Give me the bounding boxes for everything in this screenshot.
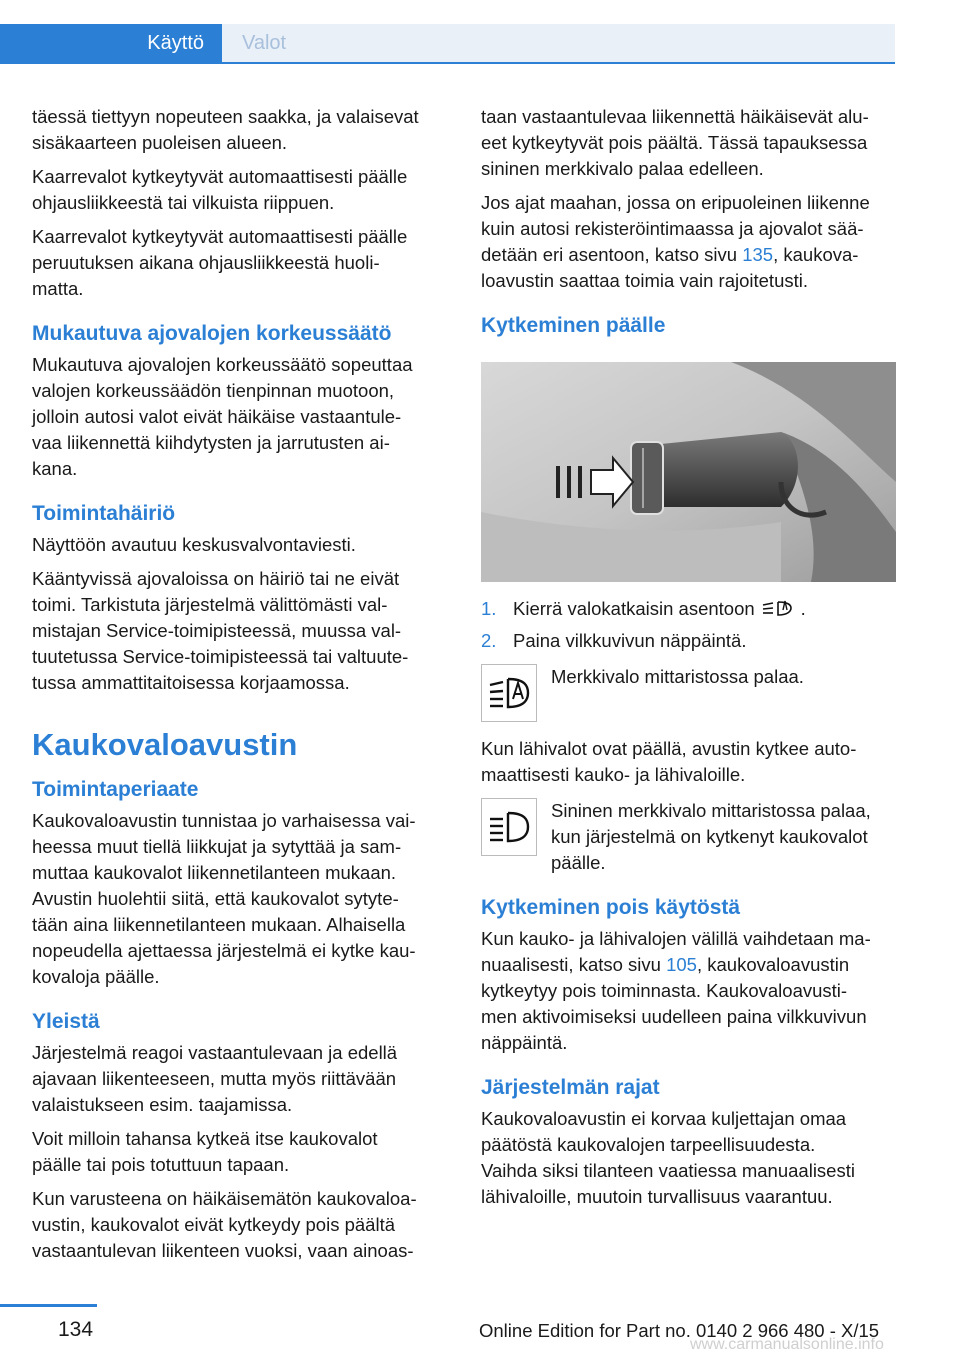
paragraph: Järjestelmä reagoi vastaantulevaan ja edellä ajavaan liikenteeseen, mutta myös riittävään valaistukseen esim. taajamissa. [32,1042,398,1115]
light-switch-photo [481,362,896,582]
paragraph: Kaukovaloavustin ei korvaa kuljettajan omaa päätöstä kaukovalojen tarpeellisuudesta. Vaihda siksi tilanteen vaatiessa manuaalisesti lähivaloille, muutoin turvallisuus vaarantuu. [481,1108,855,1207]
paragraph: Kaarrevalot kytkeytyvät automaattisesti päälle ohjausliikkeestä tai vilkuista riippuen. [32,166,408,213]
page-number: 134 [58,1318,94,1341]
high-beam-assist-symbol-icon [761,598,795,618]
paragraph: Kääntyvissä ajovaloissa on häiriö tai ne eivät toimi. Tarkistuta järjestelmä välittömästi val- mistajan Service-toimipisteessä, muussa val- tuutetussa Service-toimipisteessä tai valtuute- tussa ammattitaitoisessa korjaamossa. [32,568,409,693]
right-column [481,104,896,1218]
text-run: , kaukovaloavustin kytkeytyy pois toiminnasta. Kaukovaloavusti- men aktivoimiseksi uudelleen paina vilkkuvivun näppäintä. [481,954,867,1053]
left-column [32,104,450,1272]
heading-adaptive-leveling: Mukautuva ajovalojen korkeussäätö [32,322,392,345]
indicator-note [481,664,896,722]
edition-text: Online Edition for Part no. 0140 2 966 480 - X/15 [479,1320,880,1341]
heading-general: Yleistä [32,1010,100,1033]
heading-switch-off: Kytkeminen pois käytöstä [481,896,741,919]
indicator-note [481,798,896,876]
paragraph: Kun varusteena on häikäisemätön kaukovaloa- vustin, kaukovalot eivät kytkeydy pois päältä vastaantulevan liikenteen vuoksi, vaan ainoas- [32,1188,417,1261]
section-title: Käyttö [147,31,204,54]
indicator-text: Sininen merkkivalo mittaristossa palaa, kun järjestelmä on kytkenyt kaukovalot päälle. [551,800,871,873]
step-number: 2. [481,630,497,651]
heading-high-beam-assistant: Kaukovaloavustin [32,727,298,762]
indicator-text: Merkkivalo mittaristossa palaa. [551,666,804,687]
header-divider [0,62,895,64]
paragraph: Voit milloin tahansa kytkeä itse kaukovalot päälle tai pois totuttuun tapaan. [32,1128,378,1175]
text-run: . [800,598,806,619]
paragraph: Kaarrevalot kytkeytyvät automaattisesti päälle peruutuksen aikana ohjausliikkeestä huoli- matta. [32,226,408,299]
paragraph [481,926,896,1056]
step-text: Paina vilkkuvivun näppäintä. [513,630,747,651]
high-beam-indicator-icon [481,798,537,856]
paragraph: Kun lähivalot ovat päällä, avustin kytkee auto- maattisesti kauko- ja lähivaloille. [481,738,857,785]
list-item [481,628,896,654]
watermark: www.carmanualsonline.info [690,1336,884,1353]
paragraph: Kaukovaloavustin tunnistaa jo varhaisessa vai- heessa muut tiellä liikkujat ja sytyttää ja sam- muttaa kaukovalot liikennetilanteen mukaan. Avustin huolehtii siitä, että kaukovalot sytyte- tään aina liikennetilanteen mukaan. Alhaisella nopeudella ajettaessa järjestelmä ei kytke kau- kovaloja päälle. [32,810,416,987]
heading-system-limits: Järjestelmän rajat [481,1076,660,1099]
step-text [513,596,806,622]
page-link-135[interactable]: 135 [742,244,774,265]
paragraph: Mukautuva ajovalojen korkeussäätö sopeuttaa valojen korkeussäädön tienpinnan muotoon, jolloin autosi valot eivät häikäise vastaantule- vaa liikennettä kiihdytysten ja jarrutusten ai- kana. [32,354,413,479]
page-link-105[interactable]: 105 [666,954,697,975]
subsection-title: Valot [242,31,287,54]
paragraph [481,190,896,294]
heading-principle: Toimintaperiaate [32,778,199,801]
step-number: 1. [481,598,497,619]
paragraph: täessä tiettyyn nopeuteen saakka, ja valaisevat sisäkaarteen puoleisen alueen. [32,106,419,153]
heading-switch-on: Kytkeminen päälle [481,314,666,337]
heading-malfunction: Toimintahäiriö [32,502,176,525]
paragraph: taan vastaantulevaa liikennettä häikäisevät alu- eet kytkeytyvät pois päältä. Tässä tapauksessa sininen merkkivalo palaa edelleen. [481,106,869,179]
footer-divider [0,1304,97,1307]
tab-valot[interactable] [222,24,895,62]
high-beam-assist-indicator-icon [481,664,537,722]
list-item [481,596,896,622]
text-run: Jos ajat maahan, jossa on eripuoleinen liikenne kuin autosi rekisteröintimaassa ja ajovalot sää- detään eri asentoon, katso sivu [481,192,870,265]
text-run: Kun kauko- ja lähivalojen välillä vaihdetaan ma- nuaalisesti, katso sivu [481,928,871,975]
text-run: Kierrä valokatkaisin asentoon [513,598,755,619]
tab-kaytto[interactable] [0,24,222,62]
paragraph: Näyttöön avautuu keskusvalvontaviesti. [32,534,356,555]
text-run: , kaukova- loavustin saattaa toimia vain rajoitetusti. [481,244,859,291]
